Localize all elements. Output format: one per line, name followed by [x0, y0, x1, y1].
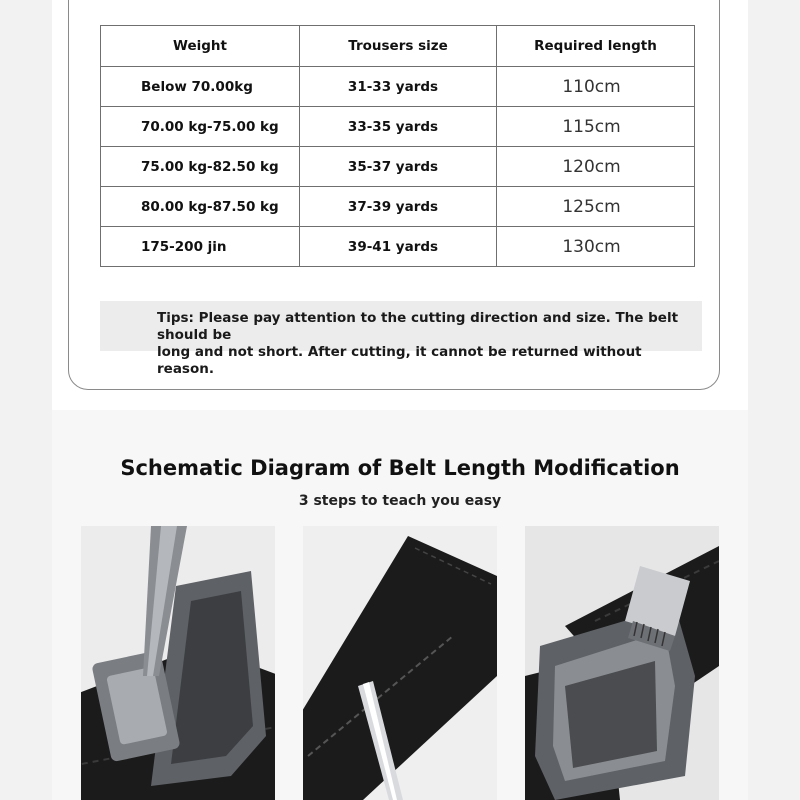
step-3-photo: [525, 526, 719, 800]
tips-line-1: Tips: Please pay attention to the cutting direction and size. The belt should be: [157, 310, 679, 343]
table-header-row: [101, 26, 695, 67]
table-row: [101, 67, 695, 107]
table-row: [101, 147, 695, 187]
weight-cell: Below 70.00kg: [101, 67, 300, 107]
trousers-size-cell: 31-33 yards: [300, 67, 497, 107]
length-cell: 110cm: [497, 67, 695, 107]
table-row: [101, 107, 695, 147]
trousers-size-cell: 33-35 yards: [300, 107, 497, 147]
section-title: Schematic Diagram of Belt Length Modification: [120, 456, 680, 480]
header-required-length: Required length: [497, 26, 695, 67]
step-1-photo: [81, 526, 275, 800]
length-cell: 115cm: [497, 107, 695, 147]
length-cell: 120cm: [497, 147, 695, 187]
belt-buckle-pry-tool-icon: [81, 526, 275, 800]
tips-line-2: long and not short. After cutting, it cannot be returned without reason.: [157, 344, 642, 377]
header-trousers-size: Trousers size: [300, 26, 497, 67]
section-subtitle: 3 steps to teach you easy: [298, 493, 502, 509]
belt-strap-cut-icon: [303, 526, 497, 800]
table-row: [101, 187, 695, 227]
step-2-photo: [303, 526, 497, 800]
weight-cell: 175-200 jin: [101, 227, 300, 267]
length-cell: 130cm: [497, 227, 695, 267]
trousers-size-cell: 35-37 yards: [300, 147, 497, 187]
weight-cell: 80.00 kg-87.50 kg: [101, 187, 300, 227]
belt-buckle-clamp-icon: [525, 526, 719, 800]
table-row: [101, 227, 695, 267]
trousers-size-cell: 39-41 yards: [300, 227, 497, 267]
weight-cell: 70.00 kg-75.00 kg: [101, 107, 300, 147]
right-background-band: [748, 0, 800, 800]
tips-box: [100, 301, 702, 377]
weight-cell: 75.00 kg-82.50 kg: [101, 147, 300, 187]
size-table: [100, 25, 695, 267]
left-background-band: [0, 0, 52, 800]
length-cell: 125cm: [497, 187, 695, 227]
header-weight: Weight: [101, 26, 300, 67]
trousers-size-cell: 37-39 yards: [300, 187, 497, 227]
